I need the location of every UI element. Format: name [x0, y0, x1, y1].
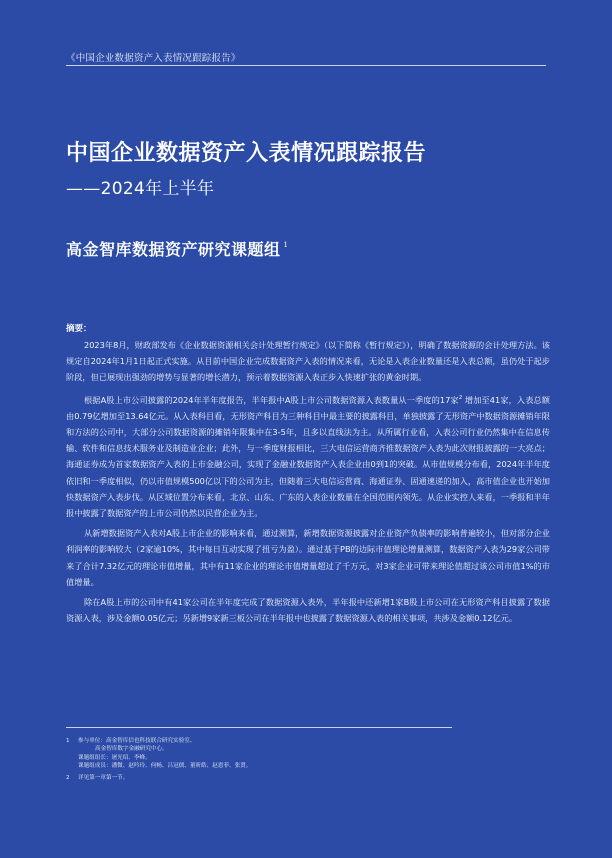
footnote-line: 课题组成员：潘微、赵吟玲、何畅、吕冠儒、董昕皓、赵恩菲、张贤。 — [78, 763, 252, 770]
abstract-paragraph-2-part-b: 增加至41家，入表总额由0.79亿增加至13.64亿元。从入表科目看，无形资产科目为三种科目中最主要的披露科目，单独披露了无形资产中数据资源摊销年限和方法的公司中，大部分公司数据资源的摊销年限集中在3-5年，且多以直线法为主。从所属行业看，入表公司行业仍然集中在信息传输、软件和信息技术服务业及制造业企业；此外，与一季度财报相比，三大电信运营商齐推数据资产入表为此次财报披露的一大亮点；海通证券成为首家数据资产入表的上市金融公司，实现了金融业数据资产入表企业由0到1的突破。从市值规模分布看，2024年半年度依旧和一季度相似，仍以市值规模500亿以下的公司为主，但随着三大电信运营商、海通证券、固通速递的加入，高市值企业也开始加快数据资产入表步伐。从区域位置分布来看，北京、山东、广东的入表企业数量在全国范围内领先。从企业实控人来看，一季报和半年报中披露了数据资产的上市公司仍然以民营企业为主。 — [66, 394, 550, 519]
footnotes — [66, 737, 550, 785]
footnote-line: 参与单位：高金智库信也科技联合研究实验室、 — [78, 738, 196, 744]
footnote-text — [78, 774, 128, 782]
report-subtitle: ——2024年上半年 — [66, 179, 215, 199]
footnote-line: 课题组组长：屠光绍、李峰。 — [78, 754, 151, 761]
authors-name: 高金智库数据资产研究课题组 — [66, 240, 281, 259]
authors-footnote-ref: 1 — [283, 241, 289, 249]
abstract-paragraph-3: 从新增数据资产入表对A股上市企业的影响来看，通过测算，新增数据资源披露对企业资产负债率的影响普遍较小，但对部分企业利润率的影响较大（2家逾10%，其中每日互动实现了扭亏为盈）。通过基于PB的边际市值理论增量测算，数据资产入表为29家公司带来了合计7.32亿元的理论市值增量，其中有11家企业的理论市值增量超过了千万元，对3家企业可带来理论值超过该公司市值1%的市值增量。 — [66, 528, 550, 587]
footnote-1 — [66, 737, 550, 771]
report-title: 中国企业数据资产入表情况跟踪报告 — [66, 141, 427, 166]
footnote-text — [78, 737, 251, 771]
abstract-paragraph-2-part-a: 根据A股上市公司披露的2024年半年度报告，半年报中A股上市公司数据资源入表数量从一季度的17家 — [84, 394, 459, 405]
footnote-line: 高金智库数字金融研究中心。 — [95, 746, 168, 753]
authors-line — [66, 237, 288, 260]
footnote-number: 2 — [66, 774, 70, 781]
footnote-divider — [66, 727, 452, 728]
header-divider — [66, 65, 546, 66]
abstract-label: 摘要： — [66, 324, 92, 334]
footnote-2 — [66, 774, 550, 782]
abstract-paragraph-2 — [66, 390, 550, 522]
footnote-line: 详见第一章第一节。 — [78, 774, 129, 781]
abstract-body — [66, 337, 550, 630]
abstract-paragraph-4: 除在A股上市的公司中有41家公司在半年度完成了数据资源入表外，半年报中还新增1家B股上市公司在无形资产科目披露了数据资源入表，涉及金额0.05亿元；另新增9家新三板公司在半年报中也披露了数据资源入表的相关事项，共涉及金额0.12亿元。 — [66, 597, 550, 624]
running-header: 《中国企业数据资产入表情况跟踪报告》 — [66, 53, 241, 64]
footnote-ref-2: 2 — [458, 394, 463, 401]
abstract-paragraph-1: 2023年8月，财政部发布《企业数据资源相关会计处理暂行规定》（以下简称《暂行规定》），明确了数据资源的会计处理方法。该规定自2024年1月1日起正式实施。从目前中国企业完成数据资产入表的情况来看，无论是入表企业数量还是入表总额，虽仍处于起步阶段，但已展现出强劲的增势与显著的增长潜力，预示着数据资源入表正步入快速扩张的黄金时期。 — [66, 340, 550, 383]
footnote-number: 1 — [66, 738, 70, 744]
